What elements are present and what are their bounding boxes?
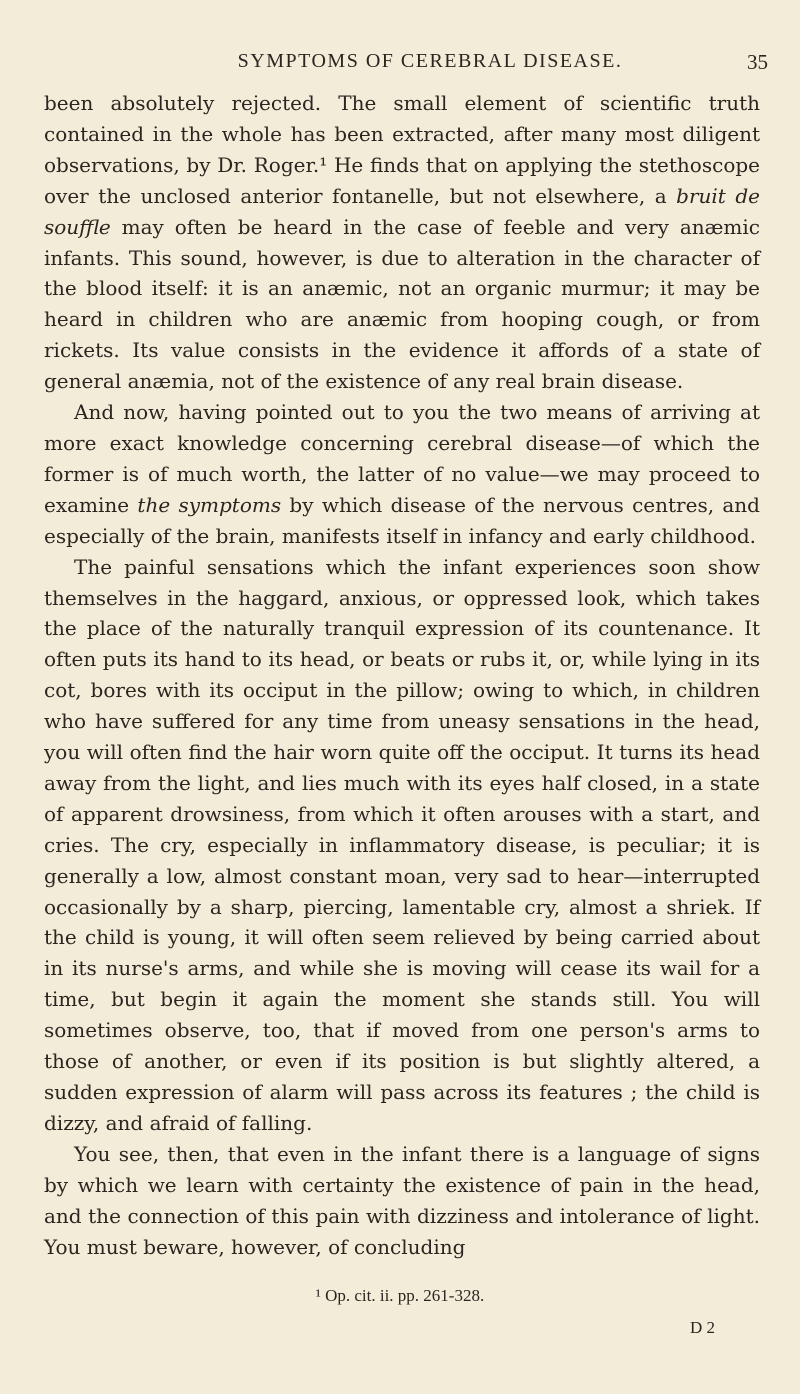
signature-mark: D 2 [690, 1318, 716, 1337]
italic-phrase: the symptoms [137, 492, 282, 517]
text-run: The painful sensations which the infant experiences soon show themselves in the haggard, anxious, or oppressed look, which takes the place of the naturally tranquil expression of its countenance. It often puts its hand to its head, or beats or rubs it, or, while lying in its cot, bores with its occiput in the pillow; owing to which, in children who have suffered for any time from uneasy sensations in the head, you will often find the hair worn quite off the occiput. It turns its head away from the light, and lies much with its eyes half closed, in a state of apparent drowsiness, from which it often arouses with a start, and cries. The cry, especially in inflammatory disease, is peculiar; it is generally a low, almost constant moan, very sad to hear—interrupted occasionally by a sharp, piercing, lamentable cry, almost a shriek. If the child is young, it will often seem relieved by being carried about in its nurse's arms, and while she is moving will cease its wail for a time, but begin it again the moment she stands still. You will sometimes observe, too, that if moved from one person's arms to those of another, or even if its position is but slightly altered, a sudden expression of alarm will pass across its features ; the child is dizzy, and afraid of falling. [44, 554, 760, 1135]
paragraph [44, 552, 760, 1139]
paragraph [44, 1139, 760, 1263]
page-number: 35 [747, 50, 768, 74]
body-text [44, 88, 760, 1262]
italic-phrase: bruit de souffle [44, 183, 760, 239]
paragraph [44, 88, 760, 397]
text-run: been absolutely rejected. The small element of scientific truth contained in the whole has been extracted, after many most diligent observations, by Dr. Roger.¹ He finds that on applying the stethoscope over the unclosed anterior fontanelle, but not elsewhere, a [44, 91, 760, 208]
text-run: You see, then, that even in the infant there is a language of signs by which we learn with certainty the existence of pain in the head, and the connection of this pain with dizziness and intolerance of light. You must beware, however, of concluding [44, 1141, 760, 1259]
page-header [92, 50, 768, 82]
text-run: by which disease of the nervous centres, and especially of the brain, manifests itself in infancy and early childhood. [44, 492, 760, 548]
running-title: SYMPTOMS OF CEREBRAL DISEASE. [237, 50, 623, 72]
text-run: may often be heard in the case of feeble and very anæmic infants. This sound, however, is due to alteration in the character of the blood itself: it is an anæmic, not an organic murmur; it may be heard in children who are anæmic from hooping cough, or from rickets. Its value consists in the evidence it affords of a state of general anæmia, not of the existence of any real brain disease. [44, 214, 760, 394]
text-run: And now, having pointed out to you the two means of arriving at more exact knowledge concerning cerebral disease—of which the former is of much worth, the latter of no value—we may proceed to examine [44, 400, 760, 517]
paragraph [44, 397, 760, 552]
footnote: ¹ Op. cit. ii. pp. 261-328. [315, 1286, 485, 1305]
